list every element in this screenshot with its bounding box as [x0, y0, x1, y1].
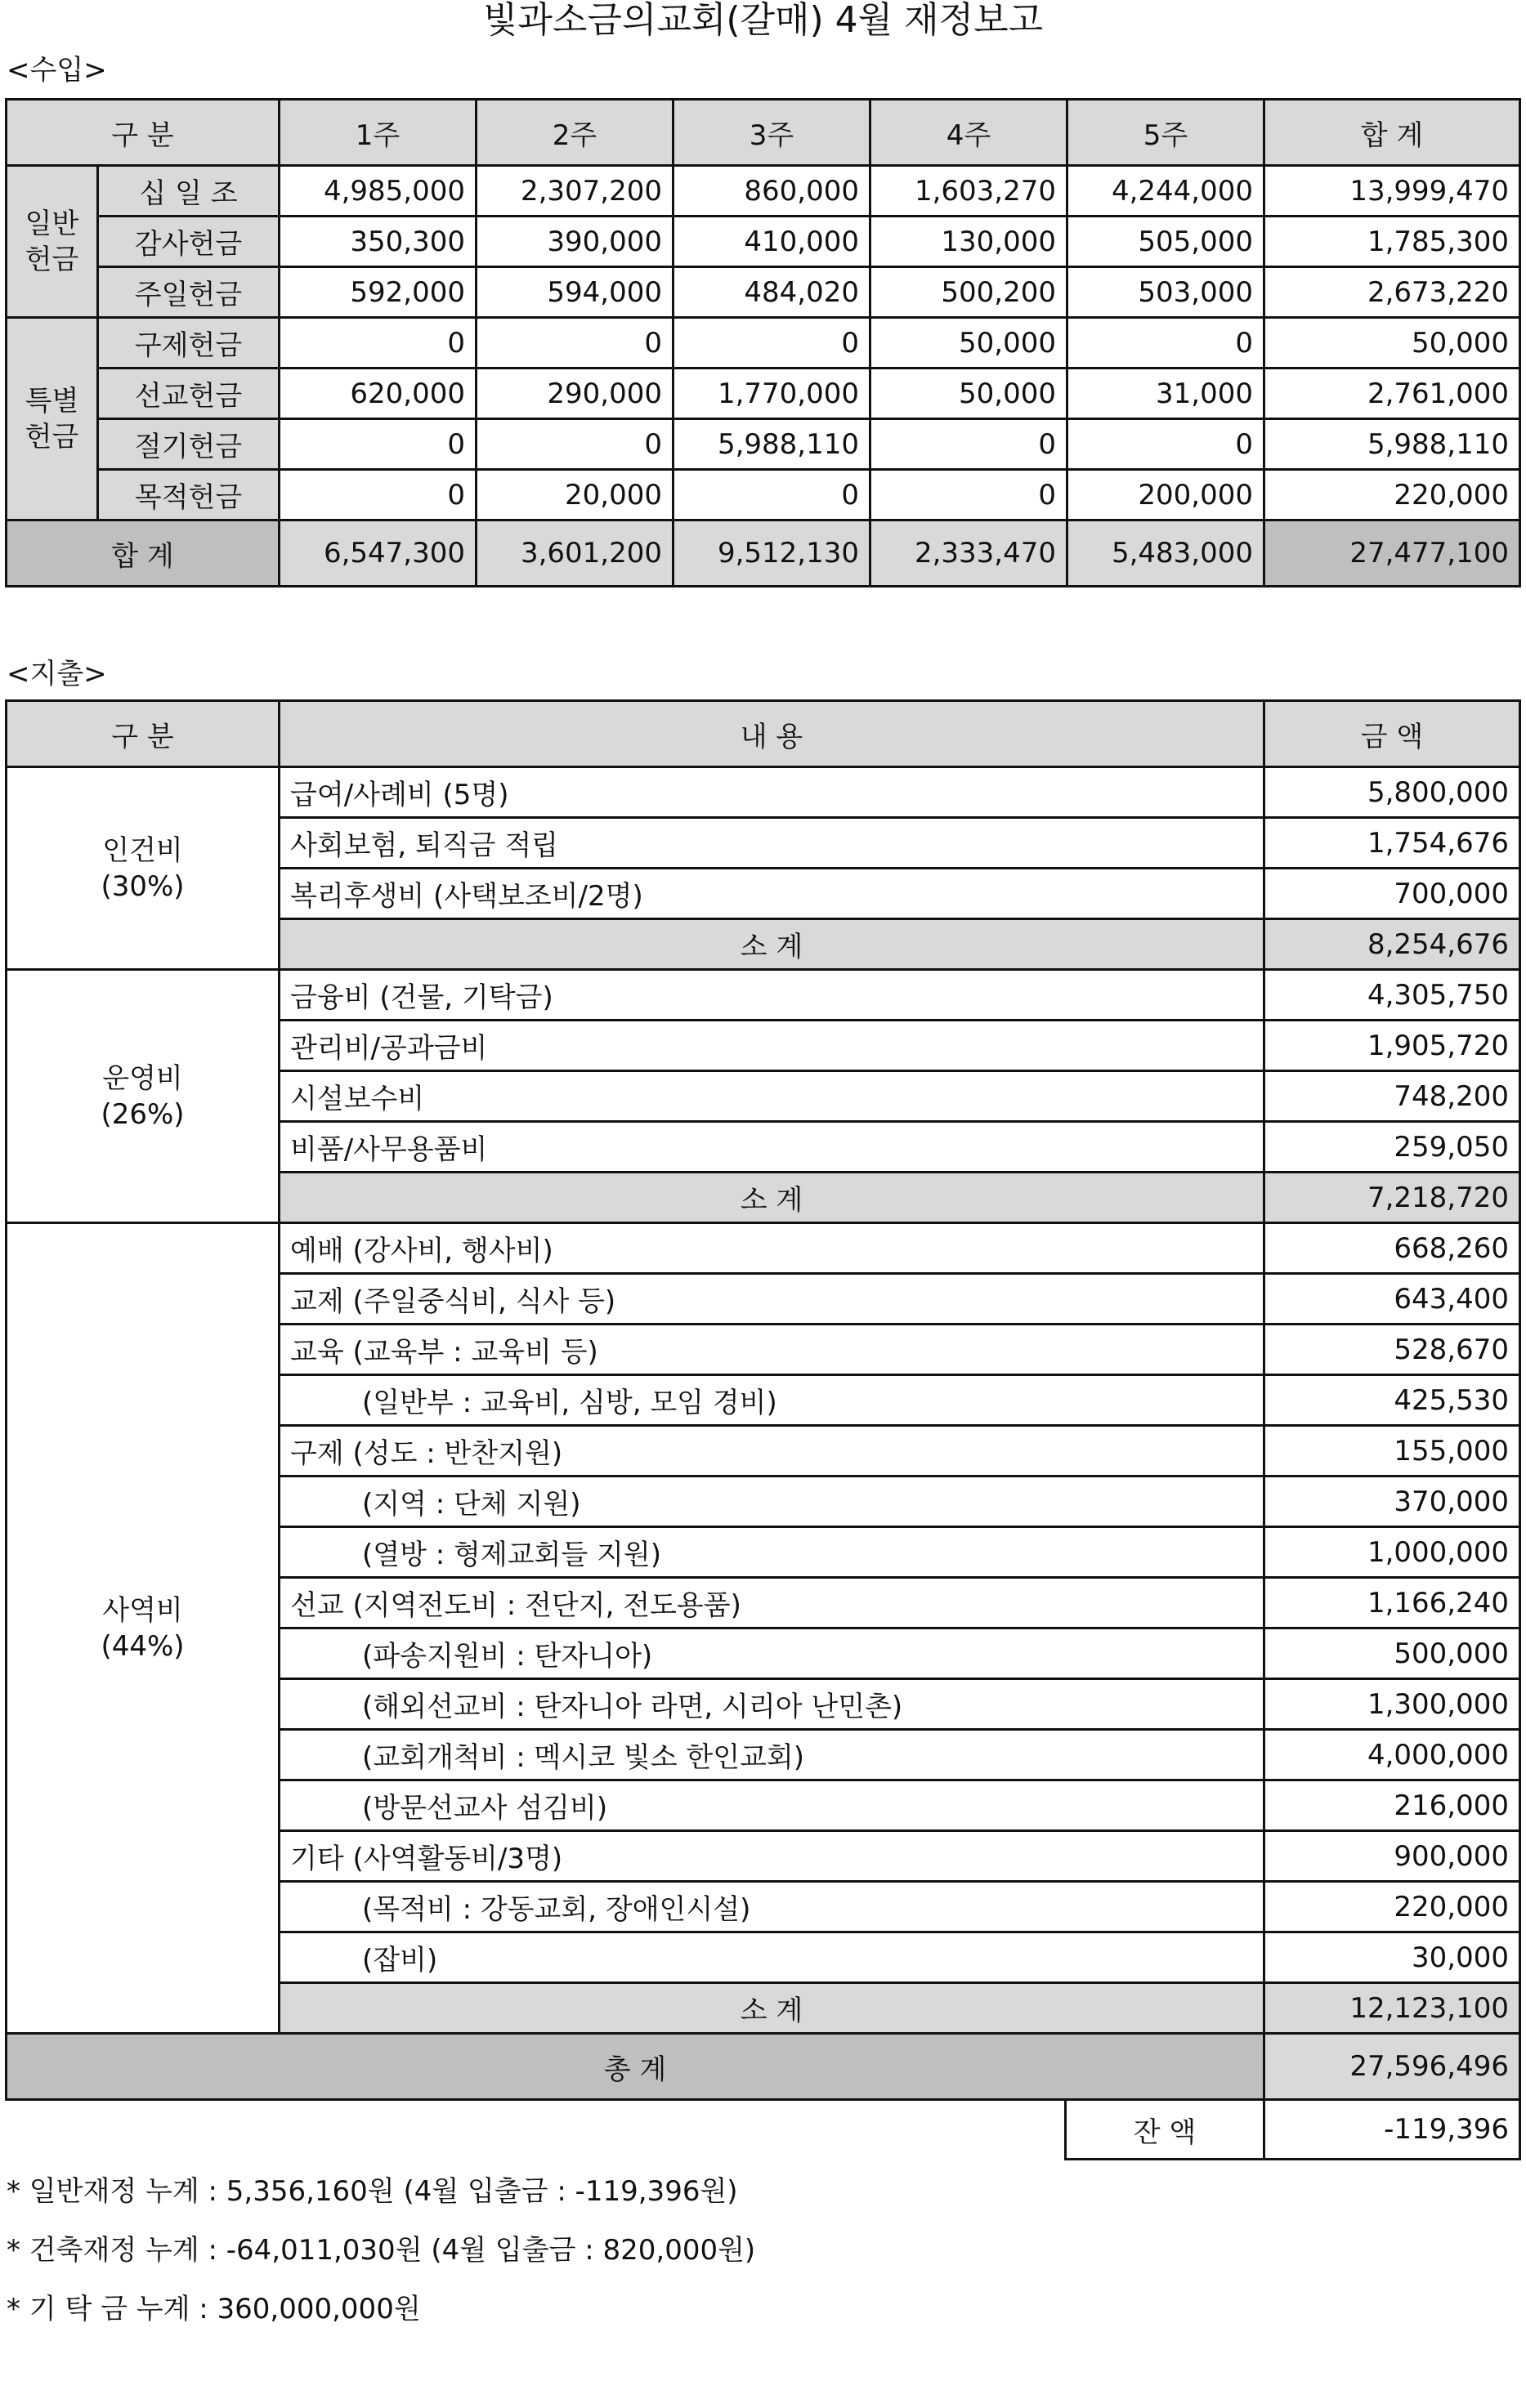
income-grand-total: 27,477,100	[1264, 520, 1520, 587]
subtotal-label: 소 계	[280, 919, 1264, 970]
income-week-value: 0	[280, 419, 477, 470]
income-week-value: 0	[673, 470, 870, 520]
income-item-name: 선교헌금	[98, 369, 280, 419]
expense-item-amount: 1,300,000	[1264, 1679, 1520, 1730]
header-category: 구 분	[7, 701, 280, 767]
balance-row	[1066, 2100, 1520, 2160]
expense-grand-total-row	[7, 2034, 1520, 2100]
expense-item-amount: 5,800,000	[1264, 767, 1520, 818]
subtotal-amount: 7,218,720	[1264, 1173, 1520, 1223]
income-total-row	[7, 520, 1520, 587]
income-row-total: 2,761,000	[1264, 369, 1520, 419]
income-item-name: 목적헌금	[98, 470, 280, 520]
expense-item-amount: 1,000,000	[1264, 1527, 1520, 1578]
income-total-week: 5,483,000	[1067, 520, 1264, 587]
page-title: 빛과소금의교회(갈매) 4월 재정보고	[482, 0, 1044, 41]
expense-item-text: (일반부 : 교육비, 심방, 모임 경비)	[280, 1375, 1264, 1426]
income-week-value: 4,985,000	[280, 166, 477, 217]
income-item-name: 감사헌금	[98, 217, 280, 267]
income-week-value: 50,000	[870, 369, 1067, 419]
balance-label: 잔 액	[1066, 2100, 1264, 2160]
income-group-label: 특별 헌금	[7, 318, 98, 520]
income-week-value: 410,000	[673, 217, 870, 267]
income-week-value: 2,307,200	[477, 166, 673, 217]
income-week-value: 50,000	[870, 318, 1067, 369]
note-line: * 일반재정 누계 : 5,356,160원 (4월 입출금 : -119,396원)	[7, 2175, 738, 2208]
expense-item-text: 복리후생비 (사택보조비/2명)	[280, 869, 1264, 919]
expense-item-text: (해외선교비 : 탄자니아 라면, 시리아 난민촌)	[280, 1679, 1264, 1730]
expense-item-amount: 220,000	[1264, 1882, 1520, 1932]
expense-item-text: 선교 (지역전도비 : 전단지, 전도용품)	[280, 1578, 1264, 1628]
expense-item-amount: 155,000	[1264, 1426, 1520, 1477]
income-week-value: 0	[673, 318, 870, 369]
expense-item-text: 교제 (주일중식비, 식사 등)	[280, 1274, 1264, 1325]
expense-item-text: 기타 (사역활동비/3명)	[280, 1831, 1264, 1882]
expense-item-text: (목적비 : 강동교회, 장애인시설)	[280, 1882, 1264, 1932]
expense-item-text: 구제 (성도 : 반찬지원)	[280, 1426, 1264, 1477]
income-row	[7, 166, 1520, 217]
subtotal-amount: 8,254,676	[1264, 919, 1520, 970]
grand-total-amount: 27,596,496	[1264, 2034, 1520, 2100]
income-group-label: 일반 헌금	[7, 166, 98, 318]
expense-item-amount: 4,305,750	[1264, 970, 1520, 1021]
income-week-value: 31,000	[1067, 369, 1264, 419]
income-row-total: 13,999,470	[1264, 166, 1520, 217]
income-week-value: 0	[280, 470, 477, 520]
expense-item-amount: 216,000	[1264, 1780, 1520, 1831]
income-week-value: 390,000	[477, 217, 673, 267]
income-row	[7, 419, 1520, 470]
expense-item-amount: 1,166,240	[1264, 1578, 1520, 1628]
income-week-value: 594,000	[477, 267, 673, 318]
income-week-value: 592,000	[280, 267, 477, 318]
income-week-value: 5,988,110	[673, 419, 870, 470]
expense-item-text: 금융비 (건물, 기탁금)	[280, 970, 1264, 1021]
header-week: 1주	[280, 100, 477, 166]
income-week-value: 0	[477, 318, 673, 369]
income-week-value: 20,000	[477, 470, 673, 520]
expense-item-text: 비품/사무용품비	[280, 1122, 1264, 1173]
expense-group-label: 운영비 (26%)	[7, 970, 280, 1223]
expense-item-text: (열방 : 형제교회들 지원)	[280, 1527, 1264, 1578]
income-row	[7, 267, 1520, 318]
expense-item-text: (잡비)	[280, 1932, 1264, 1983]
income-item-name: 주일헌금	[98, 267, 280, 318]
expense-item-text: (파송지원비 : 탄자니아)	[280, 1628, 1264, 1679]
income-item-name: 구제헌금	[98, 318, 280, 369]
income-week-value: 484,020	[673, 267, 870, 318]
income-week-value: 0	[280, 318, 477, 369]
note-line: * 건축재정 누계 : -64,011,030원 (4월 입출금 : 820,000원)	[7, 2234, 756, 2267]
expense-item-text: (방문선교사 섬김비)	[280, 1780, 1264, 1831]
income-total-label: 합 계	[7, 520, 280, 587]
income-week-value: 130,000	[870, 217, 1067, 267]
expense-item-text: 급여/사례비 (5명)	[280, 767, 1264, 818]
balance-amount: -119,396	[1264, 2100, 1520, 2160]
income-row-total: 5,988,110	[1264, 419, 1520, 470]
expense-item-amount: 4,000,000	[1264, 1730, 1520, 1780]
header-week: 5주	[1067, 100, 1264, 166]
income-header-row	[7, 100, 1520, 166]
grand-total-label: 총 계	[7, 2034, 1264, 2100]
header-week: 2주	[477, 100, 673, 166]
expense-item-amount: 425,530	[1264, 1375, 1520, 1426]
expense-row	[7, 767, 1520, 818]
income-total-week: 6,547,300	[280, 520, 477, 587]
header-total: 합 계	[1264, 100, 1520, 166]
income-week-value: 620,000	[280, 369, 477, 419]
income-week-value: 1,770,000	[673, 369, 870, 419]
expense-item-text: 관리비/공과금비	[280, 1021, 1264, 1071]
expense-item-amount: 668,260	[1264, 1223, 1520, 1274]
expense-header-row	[7, 701, 1520, 767]
expense-item-text: (교회개척비 : 멕시코 빛소 한인교회)	[280, 1730, 1264, 1780]
income-total-week: 9,512,130	[673, 520, 870, 587]
header-category: 구 분	[7, 100, 280, 166]
subtotal-label: 소 계	[280, 1983, 1264, 2034]
expense-group-label: 사역비 (44%)	[7, 1223, 280, 2034]
income-table	[5, 98, 1521, 587]
expense-section-label: <지출>	[7, 658, 107, 690]
expense-item-amount: 30,000	[1264, 1932, 1520, 1983]
expense-item-amount: 700,000	[1264, 869, 1520, 919]
note-line: * 기 탁 금 누계 : 360,000,000원	[7, 2293, 421, 2325]
expense-item-text: 예배 (강사비, 행사비)	[280, 1223, 1264, 1274]
expense-item-amount: 528,670	[1264, 1325, 1520, 1375]
income-row-total: 2,673,220	[1264, 267, 1520, 318]
expense-item-text: 교육 (교육부 : 교육비 등)	[280, 1325, 1264, 1375]
expense-row	[7, 1223, 1520, 1274]
income-row-total: 50,000	[1264, 318, 1520, 369]
income-week-value: 290,000	[477, 369, 673, 419]
header-week: 4주	[870, 100, 1067, 166]
expense-row	[7, 970, 1520, 1021]
income-row	[7, 318, 1520, 369]
income-item-name: 절기헌금	[98, 419, 280, 470]
income-total-week: 2,333,470	[870, 520, 1067, 587]
income-row	[7, 217, 1520, 267]
income-week-value: 1,603,270	[870, 166, 1067, 217]
income-row-total: 220,000	[1264, 470, 1520, 520]
header-week: 3주	[673, 100, 870, 166]
income-row	[7, 470, 1520, 520]
subtotal-amount: 12,123,100	[1264, 1983, 1520, 2034]
income-week-value: 860,000	[673, 166, 870, 217]
income-section-label: <수입>	[7, 54, 107, 87]
income-row	[7, 369, 1520, 419]
income-week-value: 0	[870, 470, 1067, 520]
subtotal-label: 소 계	[280, 1173, 1264, 1223]
expense-item-amount: 500,000	[1264, 1628, 1520, 1679]
income-week-value: 503,000	[1067, 267, 1264, 318]
expense-item-amount: 1,754,676	[1264, 818, 1520, 869]
income-total-week: 3,601,200	[477, 520, 673, 587]
income-week-value: 0	[477, 419, 673, 470]
income-week-value: 4,244,000	[1067, 166, 1264, 217]
expense-item-amount: 643,400	[1264, 1274, 1520, 1325]
income-week-value: 350,300	[280, 217, 477, 267]
expense-item-amount: 259,050	[1264, 1122, 1520, 1173]
expense-item-amount: 900,000	[1264, 1831, 1520, 1882]
income-week-value: 200,000	[1067, 470, 1264, 520]
expense-item-amount: 748,200	[1264, 1071, 1520, 1122]
expense-item-text: 시설보수비	[280, 1071, 1264, 1122]
expense-group-label: 인건비 (30%)	[7, 767, 280, 970]
header-amount: 금 액	[1264, 701, 1520, 767]
income-week-value: 500,200	[870, 267, 1067, 318]
income-row-total: 1,785,300	[1264, 217, 1520, 267]
income-week-value: 0	[870, 419, 1067, 470]
income-item-name: 십 일 조	[98, 166, 280, 217]
expense-table	[5, 699, 1521, 2101]
expense-item-amount: 370,000	[1264, 1477, 1520, 1527]
expense-item-text: (지역 : 단체 지원)	[280, 1477, 1264, 1527]
income-week-value: 0	[1067, 318, 1264, 369]
expense-item-amount: 1,905,720	[1264, 1021, 1520, 1071]
expense-item-text: 사회보험, 퇴직금 적립	[280, 818, 1264, 869]
balance-table	[1064, 2098, 1521, 2160]
income-week-value: 505,000	[1067, 217, 1264, 267]
header-content: 내 용	[280, 701, 1264, 767]
income-week-value: 0	[1067, 419, 1264, 470]
